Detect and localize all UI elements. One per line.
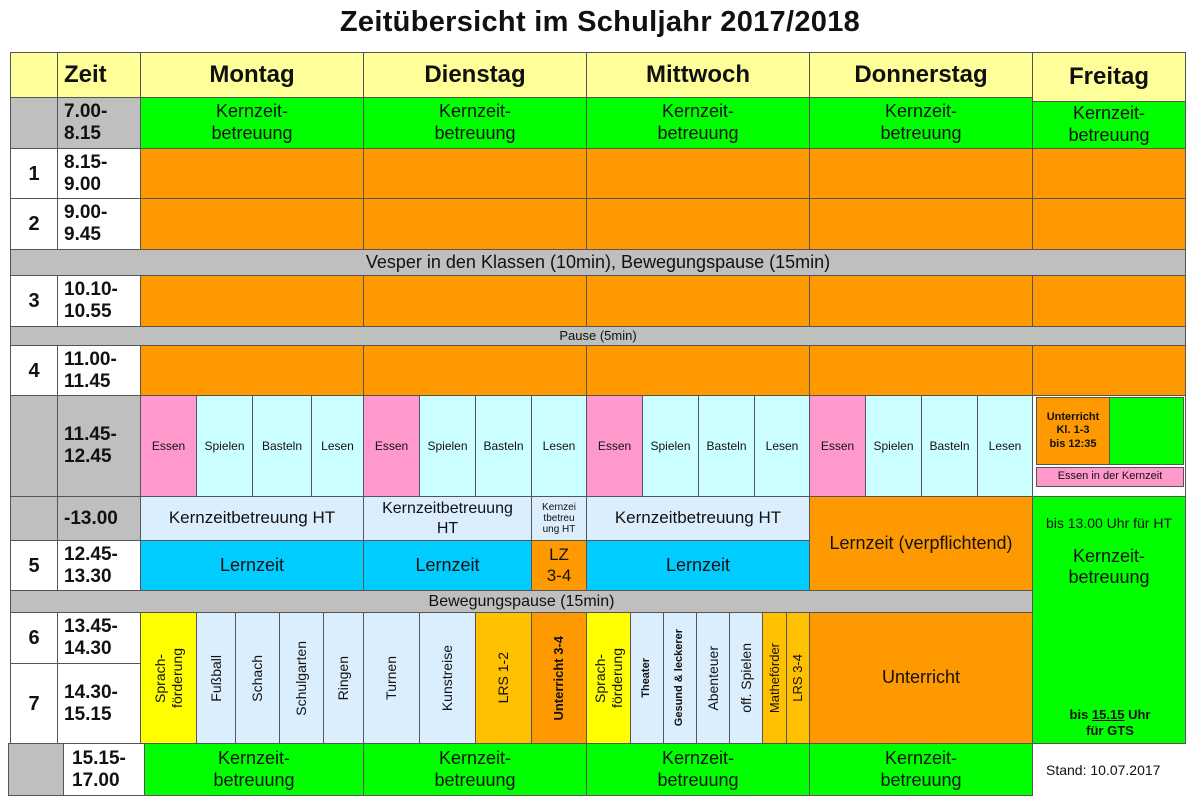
lesson-1-montag	[140, 148, 364, 199]
time-kern-morning: 7.00- 8.15	[57, 97, 141, 149]
time-row-6: 13.45- 14.30	[57, 612, 141, 664]
ag-montag-sprachfoerderung-label: Sprach- förderung	[151, 648, 185, 708]
kern-evening-donnerstag: Kernzeit- betreuung	[809, 743, 1033, 796]
vesper-bar: Vesper in den Klassen (10min), Bewegungspause (15min)	[10, 249, 1186, 276]
lz-3-4-dienstag: LZ 3-4	[531, 540, 587, 591]
kern-morning-donnerstag: Kernzeit- betreuung	[809, 97, 1033, 149]
lernzeit-dienstag: Lernzeit	[363, 540, 532, 591]
ag-mittwoch-gesund-leckerer-label: Gesund & leckerer	[673, 629, 686, 727]
ag-montag-fussball-label: Fußball	[207, 654, 224, 702]
row-num-lunch	[10, 395, 58, 497]
ag-montag-schulgarten-label: Schulgarten	[293, 640, 310, 716]
freitag-kern-block	[1032, 496, 1186, 744]
row-num-7: 7	[10, 663, 58, 744]
ag-mittwoch-mathefoerder	[762, 612, 787, 744]
ag-mittwoch-off-spielen-label: off. Spielen	[737, 643, 754, 713]
ag-dienstag-kunstreise	[419, 612, 476, 744]
ag-montag-schach	[235, 612, 280, 744]
kern-morning-montag: Kernzeit- betreuung	[140, 97, 364, 149]
time-row-4: 11.00- 11.45	[57, 345, 141, 396]
row-num-6: 6	[10, 612, 58, 664]
ag-dienstag-unterricht-3-4	[531, 612, 587, 744]
ag-montag-fussball	[196, 612, 236, 744]
row-num-kern-morning	[10, 97, 58, 149]
lunch-freitag-green	[1109, 397, 1184, 465]
time-kern-evening: 15.15- 17.00	[63, 743, 145, 796]
freitag-kernzeit: Kernzeit- betreuung	[1068, 545, 1150, 588]
ag-mittwoch-mathefoerder-label: Matheförder	[766, 642, 782, 714]
freitag-bis-uhr: Uhr	[1124, 707, 1151, 722]
kern-morning-mittwoch: Kernzeit- betreuung	[586, 97, 810, 149]
lesson-4-dienstag	[363, 345, 587, 396]
ag-mittwoch-gesund-leckerer	[663, 612, 697, 744]
ag-mittwoch-sprachfoerderung-label: Sprach- förderung	[591, 648, 625, 708]
ag-dienstag-turnen-label: Turnen	[383, 656, 400, 700]
lesson-3-montag	[140, 275, 364, 327]
lunch-dienstag-basteln: Basteln	[475, 395, 532, 497]
lunch-montag-basteln: Basteln	[252, 395, 312, 497]
kern-morning-freitag: Kernzeit- betreuung	[1032, 101, 1186, 149]
freitag-fuer-gts: für GTS	[1086, 723, 1134, 739]
header-montag: Montag	[140, 52, 364, 98]
lesson-4-freitag	[1032, 345, 1186, 396]
row-num-1300	[10, 496, 58, 541]
ag-mittwoch-lrs-3-4-label: LRS 3-4	[790, 654, 806, 702]
lunch-montag-lesen: Lesen	[311, 395, 364, 497]
freitag-bis-time: 15.15	[1091, 707, 1125, 722]
kern-ht-dienstag: Kernzeitbetreuung HT	[363, 496, 532, 541]
time-row-3: 10.10- 10.55	[57, 275, 141, 327]
unterricht-donnerstag: Unterricht	[809, 612, 1033, 744]
header-donnerstag: Donnerstag	[809, 52, 1033, 98]
lunch-dienstag-lesen: Lesen	[531, 395, 587, 497]
lunch-donnerstag-spielen: Spielen	[865, 395, 922, 497]
ag-dienstag-turnen	[363, 612, 420, 744]
lunch-dienstag-essen: Essen	[363, 395, 420, 497]
lesson-3-donnerstag	[809, 275, 1033, 327]
lesson-1-donnerstag	[809, 148, 1033, 199]
ag-montag-schulgarten	[279, 612, 324, 744]
header-freitag: Freitag	[1032, 52, 1186, 102]
lesson-4-donnerstag	[809, 345, 1033, 396]
pause-bar: Pause (5min)	[10, 326, 1186, 346]
time-row-2: 9.00- 9.45	[57, 198, 141, 250]
time-row-5: 12.45- 13.30	[57, 540, 141, 591]
ag-mittwoch-theater-label: Theater	[640, 658, 653, 698]
lesson-3-dienstag	[363, 275, 587, 327]
lesson-4-mittwoch	[586, 345, 810, 396]
bewegungspause-bar: Bewegungspause (15min)	[10, 590, 1033, 613]
row-num-1: 1	[10, 148, 58, 199]
ag-montag-ringen	[323, 612, 364, 744]
lunch-mittwoch-essen: Essen	[586, 395, 643, 497]
lesson-2-mittwoch	[586, 198, 810, 250]
row-num-5: 5	[10, 540, 58, 591]
kern-ht-montag: Kernzeitbetreuung HT	[140, 496, 364, 541]
lunch-montag-spielen: Spielen	[196, 395, 253, 497]
ag-dienstag-kunstreise-label: Kunstreise	[439, 644, 456, 712]
row-num-2: 2	[10, 198, 58, 250]
kern-morning-dienstag: Kernzeit- betreuung	[363, 97, 587, 149]
row-num-3: 3	[10, 275, 58, 327]
lesson-2-montag	[140, 198, 364, 250]
kern-ht-dienstag-small: Kernzei tbetreu ung HT	[531, 496, 587, 541]
lunch-dienstag-spielen: Spielen	[419, 395, 476, 497]
ag-dienstag-lrs-1-2-label: LRS 1-2	[495, 652, 512, 704]
lesson-4-montag	[140, 345, 364, 396]
freitag-bis-prefix: bis	[1069, 707, 1092, 722]
time-row-1: 8.15- 9.00	[57, 148, 141, 199]
lunch-mittwoch-basteln: Basteln	[698, 395, 755, 497]
header-zeit: Zeit	[57, 52, 141, 98]
lesson-3-freitag	[1032, 275, 1186, 327]
ag-montag-ringen-label: Ringen	[335, 655, 352, 701]
kern-evening-mittwoch: Kernzeit- betreuung	[586, 743, 810, 796]
ag-montag-sprachfoerderung	[140, 612, 197, 744]
ag-mittwoch-sprachfoerderung	[586, 612, 631, 744]
page-title: Zeitübersicht im Schuljahr 2017/2018	[339, 6, 861, 38]
row-num-4: 4	[10, 345, 58, 396]
time-1300: -13.00	[57, 496, 141, 541]
lesson-2-freitag	[1032, 198, 1186, 250]
lernzeit-montag: Lernzeit	[140, 540, 364, 591]
corner-cell	[10, 52, 58, 98]
kern-evening-dienstag: Kernzeit- betreuung	[363, 743, 587, 796]
lernzeit-verpflichtend-donnerstag: Lernzeit (verpflichtend)	[809, 496, 1033, 591]
row-num-kern-evening	[8, 743, 64, 796]
lunch-freitag-unterricht: Unterricht Kl. 1-3 bis 12:35	[1036, 397, 1110, 465]
ag-dienstag-unterricht-3-4-label: Unterricht 3-4	[551, 635, 567, 721]
lesson-2-donnerstag	[809, 198, 1033, 250]
lunch-donnerstag-basteln: Basteln	[921, 395, 978, 497]
kern-evening-montag: Kernzeit- betreuung	[144, 743, 364, 796]
ag-montag-schach-label: Schach	[249, 654, 266, 702]
ag-dienstag-lrs-1-2	[475, 612, 532, 744]
freitag-bis-ht: bis 13.00 Uhr für HT	[1045, 515, 1173, 531]
time-lunch: 11.45- 12.45	[57, 395, 141, 497]
lesson-1-freitag	[1032, 148, 1186, 199]
kern-ht-mittwoch: Kernzeitbetreuung HT	[586, 496, 810, 541]
lesson-2-dienstag	[363, 198, 587, 250]
time-row-7: 14.30- 15.15	[57, 663, 141, 744]
lesson-1-dienstag	[363, 148, 587, 199]
ag-mittwoch-lrs-3-4	[786, 612, 810, 744]
ag-mittwoch-off-spielen	[729, 612, 763, 744]
lunch-montag-essen: Essen	[140, 395, 197, 497]
stand-date: Stand: 10.07.2017	[1046, 762, 1161, 778]
lunch-donnerstag-lesen: Lesen	[977, 395, 1033, 497]
lunch-mittwoch-spielen: Spielen	[642, 395, 699, 497]
lunch-freitag-essen-kernzeit: Essen in der Kernzeit	[1036, 467, 1184, 487]
lesson-1-mittwoch	[586, 148, 810, 199]
ag-mittwoch-abenteuer-label: Abenteuer	[704, 645, 721, 711]
header-dienstag: Dienstag	[363, 52, 587, 98]
ag-mittwoch-abenteuer	[696, 612, 730, 744]
header-mittwoch: Mittwoch	[586, 52, 810, 98]
lunch-mittwoch-lesen: Lesen	[754, 395, 810, 497]
lesson-3-mittwoch	[586, 275, 810, 327]
freitag-bis-gts	[1033, 707, 1186, 740]
lernzeit-mittwoch: Lernzeit	[586, 540, 810, 591]
lunch-donnerstag-essen: Essen	[809, 395, 866, 497]
ag-mittwoch-theater	[630, 612, 664, 744]
